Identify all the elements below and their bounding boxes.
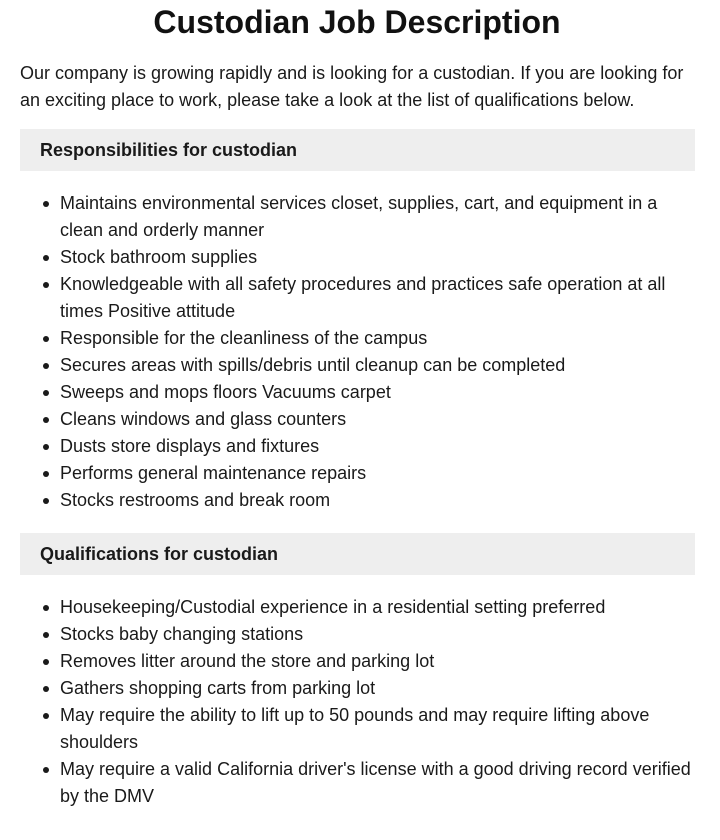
list-item (60, 594, 692, 621)
list-item-text: Housekeeping/Custodial experience in a residential setting preferred (60, 597, 606, 617)
bullet-icon (43, 282, 49, 288)
list-item-text: Dusts store displays and fixtures (60, 436, 320, 456)
list-item-text: May require the ability to lift up to 50 pounds and may require lifting above shoulders (60, 705, 650, 752)
bullet-icon (43, 363, 49, 369)
list-item (60, 648, 692, 675)
bullet-icon (43, 471, 49, 477)
list-item-text: Cleans windows and glass counters (60, 409, 347, 429)
list-item-text: Gathers shopping carts from parking lot (60, 678, 376, 698)
list-item-text: Performs general maintenance repairs (60, 463, 367, 483)
bullet-icon (43, 444, 49, 450)
list-item-text: Knowledgeable with all safety procedures and practices safe operation at all times Positive attitude (60, 274, 666, 321)
responsibilities-heading: Responsibilities for custodian (20, 129, 695, 171)
list-item (60, 352, 692, 379)
list-item (60, 190, 692, 244)
list-item (60, 379, 692, 406)
bullet-icon (43, 686, 49, 692)
list-item-text: Stock bathroom supplies (60, 247, 258, 267)
list-item (60, 621, 692, 648)
list-item (60, 756, 692, 810)
list-item-text: Stocks restrooms and break room (60, 490, 331, 510)
bullet-icon (43, 498, 49, 504)
bullet-icon (43, 201, 49, 207)
list-item (60, 675, 692, 702)
list-item-text: Responsible for the cleanliness of the campus (60, 328, 428, 348)
qualifications-heading: Qualifications for custodian (20, 533, 695, 575)
list-item-text: Secures areas with spills/debris until cleanup can be completed (60, 355, 566, 375)
intro-paragraph: Our company is growing rapidly and is looking for a custodian. If you are looking for an exciting place to work, please take a look at the list of qualifications below. (20, 63, 684, 110)
bullet-icon (43, 605, 49, 611)
list-item-text: Sweeps and mops floors Vacuums carpet (60, 382, 391, 402)
bullet-icon (43, 390, 49, 396)
bullet-icon (43, 336, 49, 342)
bullet-icon (43, 632, 49, 638)
list-item-text: Stocks baby changing stations (60, 624, 304, 644)
list-item (60, 702, 692, 756)
list-item (60, 487, 692, 514)
bullet-icon (43, 713, 49, 719)
page-title: Custodian Job Description (153, 4, 561, 40)
bullet-icon (43, 659, 49, 665)
list-item (60, 406, 692, 433)
list-item-text: May require a valid California driver's license with a good driving record verified by the DMV (60, 759, 691, 806)
list-item-text: Removes litter around the store and parking lot (60, 651, 435, 671)
list-item-text: Maintains environmental services closet, supplies, cart, and equipment in a clean and orderly manner (60, 193, 658, 240)
bullet-icon (43, 255, 49, 261)
list-item (60, 244, 692, 271)
list-item (60, 460, 692, 487)
bullet-icon (43, 417, 49, 423)
list-item (60, 325, 692, 352)
qualifications-list (20, 594, 692, 810)
bullet-icon (43, 767, 49, 773)
list-item (60, 433, 692, 460)
list-item (60, 271, 692, 325)
responsibilities-list (20, 190, 692, 514)
